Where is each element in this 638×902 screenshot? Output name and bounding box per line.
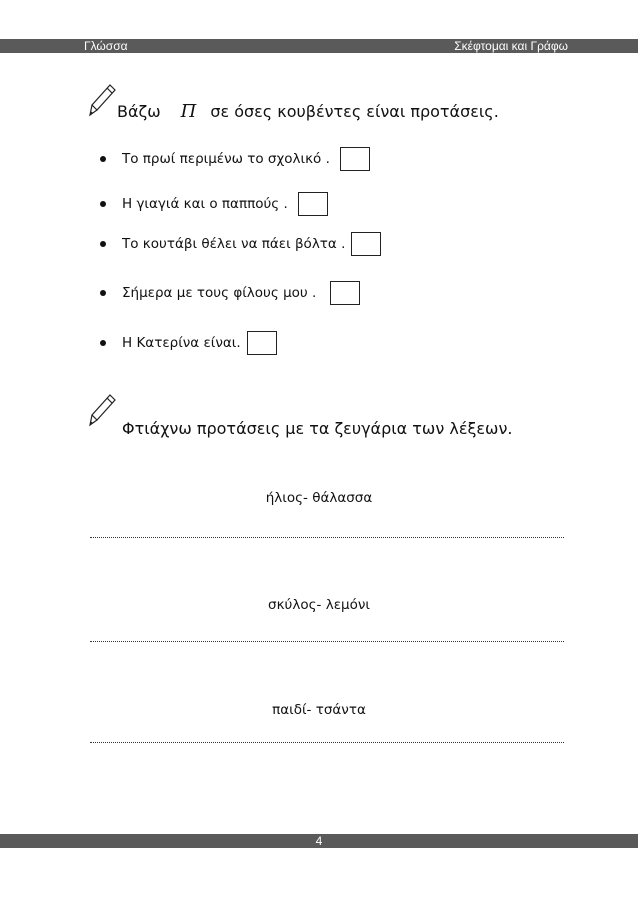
- list-item: [100, 281, 360, 305]
- instruction-before: Βάζω: [117, 102, 161, 121]
- bullet-icon: [100, 340, 106, 346]
- bullet-icon: [100, 241, 106, 247]
- sentence-text: Το κουτάβι θέλει να πάει βόλτα .: [122, 236, 346, 252]
- exercise2-instruction: Φτιάχνω προτάσεις με τα ζευγάρια των λέξεων.: [122, 419, 513, 438]
- bullet-icon: [100, 201, 106, 207]
- bullet-icon: [100, 156, 106, 162]
- answer-box[interactable]: [340, 147, 370, 171]
- answer-box[interactable]: [330, 281, 360, 305]
- pi-symbol: Π: [180, 101, 197, 122]
- exercise1-instruction: [117, 101, 499, 122]
- instruction-after: σε όσες κουβέντες είναι προτάσεις.: [210, 102, 499, 121]
- answer-box[interactable]: [351, 232, 381, 256]
- word-pair: σκύλος- λεμόνι: [268, 597, 370, 613]
- footer-bar: [0, 834, 638, 848]
- header-subject: Γλώσσα: [84, 39, 128, 53]
- sentence-text: Σήμερα με τους φίλους μου .: [122, 285, 317, 301]
- sentence-text: Η Κατερίνα είναι.: [122, 335, 241, 351]
- header-section: Σκέφτομαι και Γράφω: [454, 39, 568, 53]
- writing-line[interactable]: [90, 641, 564, 642]
- header-bar: [0, 39, 638, 53]
- word-pair: ήλιος- θάλασσα: [265, 490, 373, 506]
- page-number: 4: [315, 834, 323, 848]
- sentence-text: Η γιαγιά και ο παππούς .: [122, 196, 288, 212]
- writing-line[interactable]: [90, 537, 564, 538]
- list-item: [100, 147, 370, 171]
- writing-line[interactable]: [90, 742, 564, 743]
- list-item: [100, 331, 277, 355]
- word-pair: παιδί- τσάντα: [272, 702, 366, 718]
- pencil-icon: [88, 392, 118, 428]
- answer-box[interactable]: [247, 331, 277, 355]
- list-item: [100, 232, 381, 256]
- bullet-icon: [100, 290, 106, 296]
- answer-box[interactable]: [298, 192, 328, 216]
- pencil-icon: [88, 82, 118, 118]
- list-item: [100, 192, 328, 216]
- sentence-text: Το πρωί περιμένω το σχολικό .: [122, 151, 330, 167]
